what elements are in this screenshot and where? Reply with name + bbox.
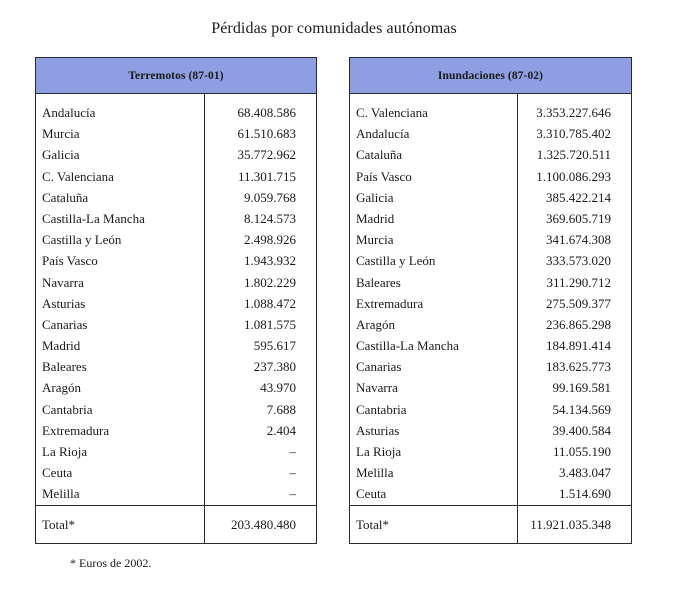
region-name: Baleares [42, 359, 87, 375]
region-name: Ceuta [356, 486, 387, 502]
region-name: Cataluña [356, 147, 403, 163]
loss-value: 8.124.573 [244, 210, 296, 226]
region-name: Cataluña [42, 189, 89, 205]
loss-value: 385.422.214 [546, 189, 611, 205]
earthquakes-total-row [36, 506, 316, 543]
loss-value: 54.134.569 [552, 401, 611, 417]
region-name: Navarra [42, 274, 84, 290]
region-name: C. Valenciana [42, 168, 114, 184]
loss-value: 184.891.414 [546, 338, 611, 354]
total-label: Total* [42, 517, 76, 532]
floods-table [349, 57, 632, 544]
table-row [350, 483, 631, 504]
loss-value: – [289, 486, 296, 502]
table-row [36, 250, 316, 271]
table-row [350, 166, 631, 187]
table-row [36, 166, 316, 187]
region-name: Baleares [356, 274, 401, 290]
loss-value: 2.498.926 [244, 232, 296, 248]
loss-value: 11.301.715 [237, 168, 296, 184]
loss-value: 369.605.719 [546, 210, 611, 226]
floods-table-body [350, 94, 631, 506]
earthquakes-table-header: Terremotos (87-01) [36, 58, 316, 94]
table-row [350, 144, 631, 165]
table-row [350, 272, 631, 293]
region-name: País Vasco [42, 253, 98, 269]
region-name: Castilla-La Mancha [356, 338, 459, 354]
region-name: Castilla y León [42, 232, 122, 248]
table-row [36, 420, 316, 441]
loss-value: 183.625.773 [546, 359, 611, 375]
loss-value: 3.483.047 [559, 465, 611, 481]
loss-value: 68.408.586 [237, 105, 296, 120]
loss-value: 1.514.690 [559, 486, 611, 502]
loss-value: – [289, 444, 296, 459]
loss-value: 99.169.581 [552, 380, 611, 396]
table-row [36, 483, 316, 504]
region-name: Melilla [42, 486, 80, 502]
table-row [350, 314, 631, 335]
loss-value: 3.353.227.646 [536, 105, 611, 120]
region-name: Castilla y León [356, 253, 436, 269]
loss-value: 311.290.712 [546, 274, 611, 290]
column-divider [204, 506, 205, 543]
region-name: Murcia [356, 232, 394, 248]
table-row [36, 293, 316, 314]
loss-value: 35.772.962 [237, 147, 296, 163]
region-name: Cantabria [42, 401, 93, 417]
loss-value: 1.802.229 [244, 274, 296, 290]
loss-value: 11.055.190 [552, 444, 611, 459]
region-name: Aragón [356, 316, 395, 332]
loss-value: – [289, 465, 296, 481]
loss-value: 1.081.575 [244, 316, 296, 332]
table-row [36, 377, 316, 398]
loss-value: 39.400.584 [552, 422, 611, 438]
region-name: Castilla-La Mancha [42, 210, 145, 226]
loss-value: 2.404 [266, 422, 296, 438]
page-title: Pérdidas por comunidades autónomas [211, 20, 457, 37]
region-name: Extremadura [356, 295, 424, 311]
table-row [36, 399, 316, 420]
table-row [350, 187, 631, 208]
loss-value: 275.509.377 [546, 295, 611, 311]
loss-value: 237.380 [253, 359, 296, 375]
region-name: País Vasco [356, 168, 412, 184]
region-name: Madrid [356, 210, 395, 226]
table-row [36, 356, 316, 377]
floods-total-row [350, 506, 631, 543]
footnote: * Euros de 2002. [70, 556, 152, 570]
total-value: 11.921.035.348 [530, 517, 611, 532]
table-row [36, 123, 316, 144]
table-row [36, 187, 316, 208]
table-row [350, 441, 631, 462]
region-name: Ceuta [42, 465, 73, 481]
region-name: Asturias [42, 295, 86, 311]
region-name: Andalucía [356, 126, 410, 142]
loss-value: 1.088.472 [244, 295, 296, 311]
total-label: Total* [356, 517, 390, 532]
table-row [36, 272, 316, 293]
loss-value: 9.059.768 [244, 189, 296, 205]
region-name: Madrid [42, 338, 81, 354]
earthquakes-table [35, 57, 317, 544]
table-row [36, 441, 316, 462]
region-name: Canarias [42, 316, 88, 332]
table-row [36, 314, 316, 335]
region-name: Murcia [42, 126, 80, 142]
loss-value: 1.100.086.293 [536, 168, 611, 184]
table-row [36, 144, 316, 165]
table-row [350, 462, 631, 483]
table-row [350, 356, 631, 377]
table-row [36, 208, 316, 229]
table-row [350, 293, 631, 314]
region-name: Melilla [356, 465, 394, 481]
loss-value: 341.674.308 [546, 232, 611, 248]
region-name: Canarias [356, 359, 402, 375]
loss-value: 595.617 [253, 338, 296, 354]
region-name: C. Valenciana [356, 105, 428, 120]
table-row [350, 123, 631, 144]
table-row [36, 229, 316, 250]
table-row [350, 102, 631, 123]
table-row [350, 250, 631, 271]
region-name: Asturias [356, 422, 400, 438]
region-name: La Rioja [42, 444, 88, 459]
loss-value: 43.970 [260, 380, 296, 396]
table-row [350, 399, 631, 420]
table-row [36, 462, 316, 483]
table-row [350, 335, 631, 356]
region-name: Galicia [42, 147, 80, 163]
table-row [350, 208, 631, 229]
table-row [36, 335, 316, 356]
floods-table-header: Inundaciones (87-02) [350, 58, 631, 94]
region-name: Extremadura [42, 422, 110, 438]
earthquakes-table-body [36, 94, 316, 506]
table-row [350, 420, 631, 441]
region-name: Galicia [356, 189, 394, 205]
total-value: 203.480.480 [231, 517, 296, 532]
table-row [350, 377, 631, 398]
loss-value: 236.865.298 [546, 316, 611, 332]
loss-value: 61.510.683 [237, 126, 296, 142]
region-name: Aragón [42, 380, 81, 396]
region-name: Andalucía [42, 105, 96, 120]
loss-value: 3.310.785.402 [536, 126, 611, 142]
column-divider [517, 506, 518, 543]
loss-value: 333.573.020 [546, 253, 611, 269]
loss-value: 1.943.932 [244, 253, 296, 269]
region-name: Navarra [356, 380, 398, 396]
table-row [36, 102, 316, 123]
region-name: La Rioja [356, 444, 402, 459]
region-name: Cantabria [356, 401, 407, 417]
table-row [350, 229, 631, 250]
loss-value: 1.325.720.511 [536, 147, 611, 163]
loss-value: 7.688 [266, 401, 296, 417]
